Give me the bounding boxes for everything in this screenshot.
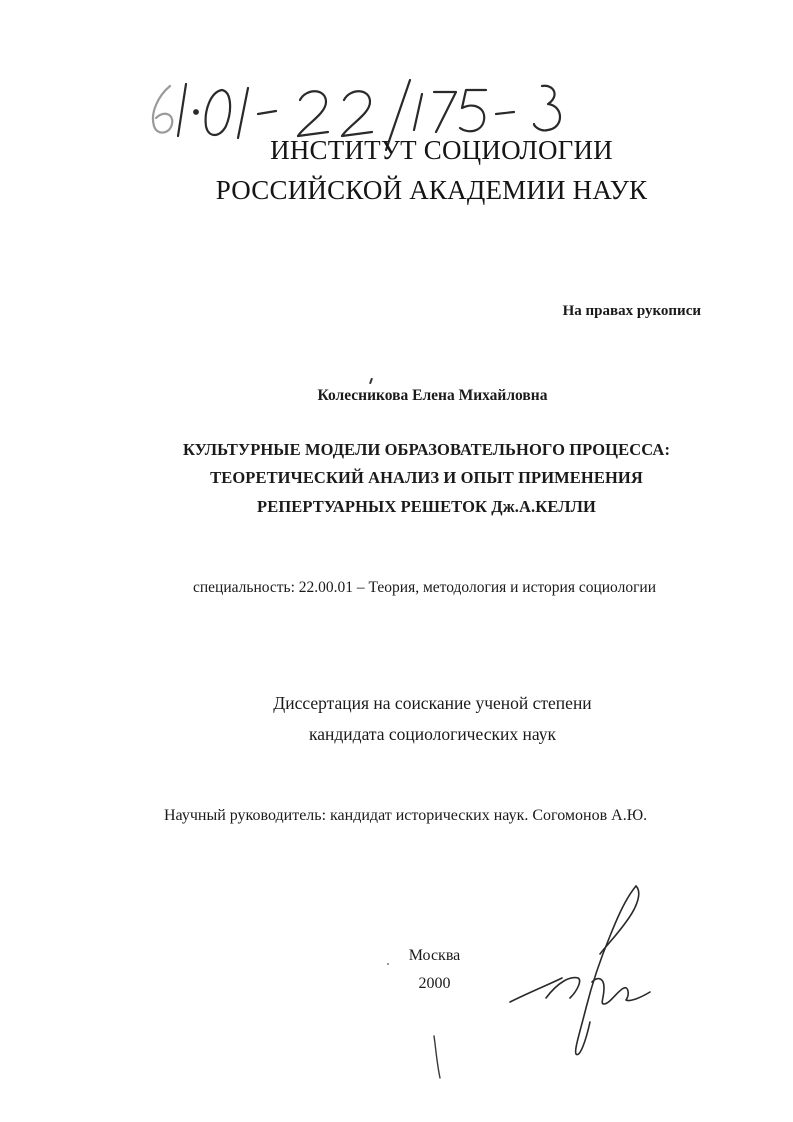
specialty-line: специальность: 22.00.01 – Теория, методология и история социологии (193, 579, 657, 596)
scientific-supervisor: Научный руководитель: кандидат исторических наук. Согомонов А.Ю. (164, 807, 648, 824)
year: 2000 (418, 975, 451, 992)
institute-name-line-2: РОССИЙСКОЙ АКАДЕМИИ НАУК (215, 175, 648, 205)
dissertation-title-line-3: РЕПЕРТУАРНЫХ РЕШЕТОК Дж.А.КЕЛЛИ (257, 497, 596, 516)
author-name: Колесникова Елена Михайловна (317, 387, 548, 404)
degree-line-1: Диссертация на соискание ученой степени (273, 693, 592, 713)
dissertation-title-line-2: ТЕОРЕТИЧЕСКИЙ АНАЛИЗ И ОПЫТ ПРИМЕНЕНИЯ (210, 468, 643, 487)
scan-artifact-mark (420, 1032, 450, 1082)
dissertation-title-line-1: КУЛЬТУРНЫЕ МОДЕЛИ ОБРАЗОВАТЕЛЬНОГО ПРОЦЕССА: (182, 440, 671, 459)
degree-line-2: кандидата социологических наук (309, 724, 556, 744)
handwritten-accent-mark (369, 378, 373, 384)
institute-name-line-1: ИНСТИТУТ СОЦИОЛОГИИ (270, 135, 613, 165)
manuscript-rights-note: На правах рукописи (562, 303, 701, 319)
handwritten-signature (500, 880, 670, 1060)
city: Москва (408, 947, 461, 964)
